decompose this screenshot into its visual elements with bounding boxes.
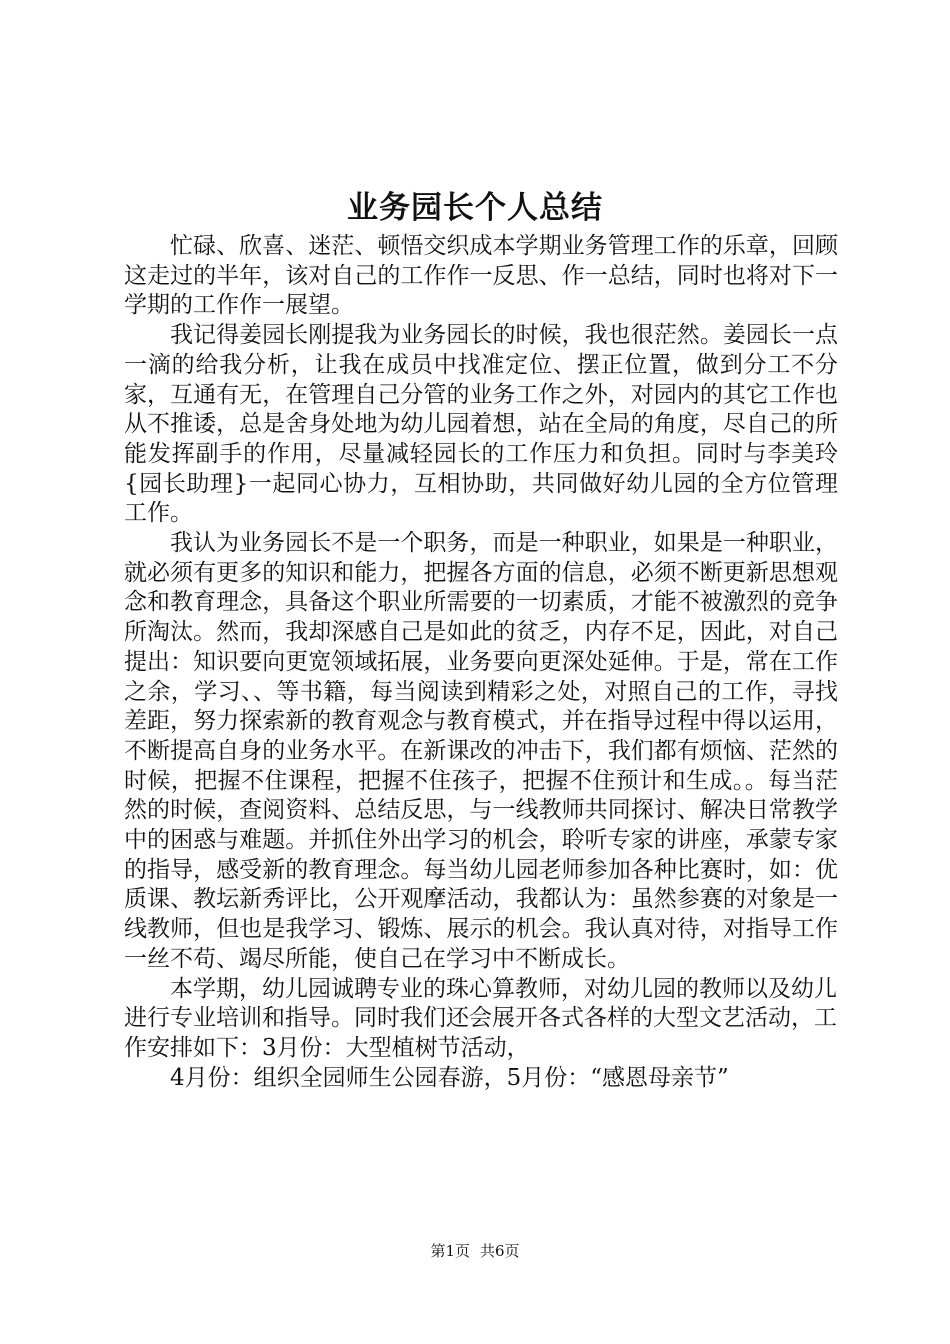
page-footer [0, 1240, 950, 1262]
paragraph-intro: 忙碌、欣喜、迷茫、顿悟交织成本学期业务管理工作的乐章，回顾这走过的半年，该对自己的工作作一反思、作一总结，同时也将对下一学期的工作作一展望。 [124, 233, 838, 319]
paragraph-semester-plan: 本学期，幼儿园诚聘专业的珠心算教师，对幼儿园的教师以及幼儿进行专业培训和指导。同时我们还会展开各式各样的大型文艺活动，工作安排如下：3月份：大型植树节活动， [124, 975, 837, 1061]
paragraph-monthly-activities: 4月份：组织全园师生公园春游，5月份：“感恩母亲节” [170, 1064, 729, 1091]
page-number: 第1页 [430, 1242, 470, 1260]
document-body [124, 232, 838, 1093]
page-total: 共6页 [480, 1242, 520, 1260]
paragraph-appointment: 我记得姜园长刚提我为业务园长的时候，我也很茫然。姜园长一点一滴的给我分析，让我在成员中找准定位、摆正位置，做到分工不分家，互通有无，在管理自己分管的业务工作之外，对园内的其它工作也从不推诿，总是舍身处地为幼儿园着想，站在全局的角度，尽自己的所能发挥副手的作用，尽量减轻园长的工作压力和负担。同时与李美玲{园长助理}一起同心协力，互相协助，共同做好幼儿园的全方位管理工作。 [124, 322, 838, 527]
paragraph-learning: 我认为业务园长不是一个职务，而是一种职业，如果是一种职业，就必须有更多的知识和能力，把握各方面的信息，必须不断更新思想观念和教育理念，具备这个职业所需要的一切素质，才能不被激烈的竞争所淘汰。然而，我却深感自己是如此的贫乏，内存不足，因此，对自己提出：知识要向更宽领域拓展，业务要向更深处延伸。于是，常在工作之余，学习、、等书籍，每当阅读到精彩之处，对照自己的工作，寻找差距，努力探索新的教育观念与教育模式，并在指导过程中得以运用，不断提高自身的业务水平。在新课改的冲击下，我们都有烦恼、茫然的时候，把握不住课程，把握不住孩子，把握不住预计和生成。。每当茫然的时候，查阅资料、总结反思，与一线教师共同探讨、解决日常教学中的困惑与难题。并抓住外出学习的机会，聆听专家的讲座，承蒙专家的指导，感受新的教育理念。每当幼儿园老师参加各种比赛时，如：优质课、教坛新秀评比，公开观摩活动，我都认为：虽然参赛的对象是一线教师，但也是我学习、锻炼、展示的机会。我认真对待，对指导工作一丝不苟、竭尽所能，使自己在学习中不断成长。 [124, 530, 838, 972]
document-title: 业务园长个人总结 [347, 190, 603, 226]
